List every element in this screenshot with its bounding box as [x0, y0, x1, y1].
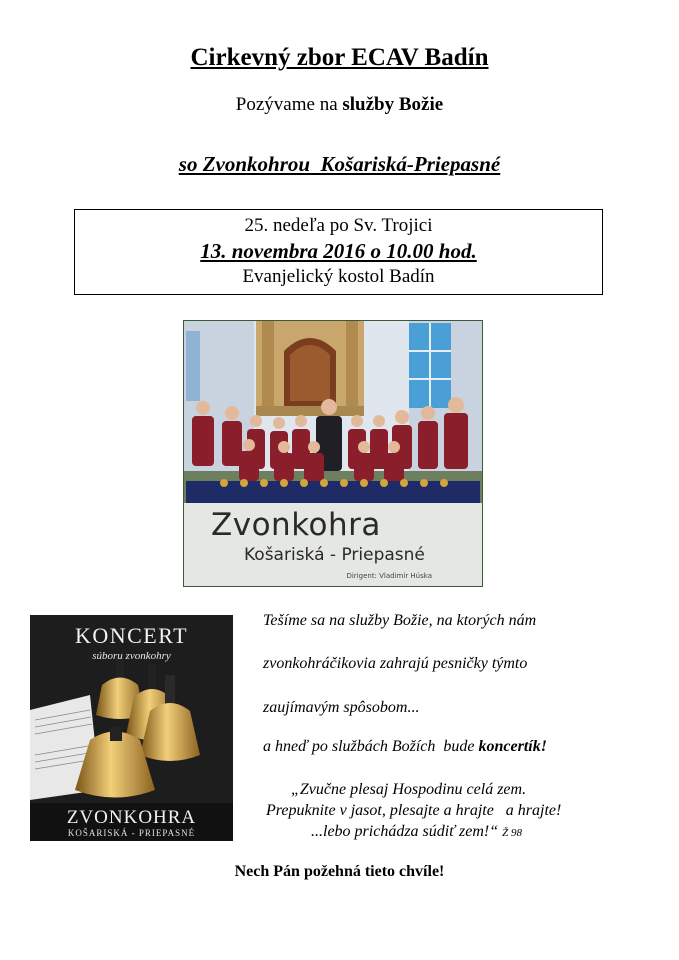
blessing: Nech Pán požehná tieto chvíle!	[234, 863, 445, 880]
body-line-4-prefix: a hneď po službách Božích bude	[263, 738, 479, 755]
body-line-1: Tešíme sa na služby Božie, na ktorých nám	[263, 612, 537, 629]
photo-subtitle: Košariská - Priepasné	[244, 545, 425, 565]
concert-poster	[30, 615, 233, 841]
event-venue: Evanjelický kostol Badín	[242, 266, 435, 287]
poster-heading: KONCERT	[74, 623, 189, 648]
event-info-box	[74, 209, 603, 295]
poster-location: KOŠARISKÁ - PRIEPASNÉ	[67, 828, 196, 838]
quote-line-1: „Zvučne plesaj Hospodinu celá zem.	[291, 781, 527, 798]
invitation-bold: služby Božie	[342, 94, 444, 115]
choir-photo	[183, 320, 483, 587]
page-title: Cirkevný zbor ECAV Badín	[190, 44, 489, 71]
photo-title: Zvonkohra	[211, 507, 381, 543]
event-datetime: 13. novembra 2016 o 10.00 hod.	[200, 239, 477, 263]
quote-reference: Ž 98	[502, 827, 523, 839]
subtitle: so Zvonkohrou Košariská-Priepasné	[178, 152, 501, 176]
invitation-prefix: Pozývame na	[235, 94, 343, 115]
quote-line-3	[311, 823, 522, 841]
quote-line-2: Prepuknite v jasot, plesajte a hrajte a hrajte!	[266, 802, 562, 819]
photo-director: Dirigent: Vladimír Húska	[346, 572, 432, 580]
invitation-line	[0, 94, 679, 116]
body-line-3: zaujímavým spôsobom...	[263, 699, 420, 716]
body-line-4-bold: koncertík!	[478, 738, 547, 755]
body-line-4	[263, 738, 547, 756]
sunday-label: 25. nedeľa po Sv. Trojici	[244, 215, 433, 236]
poster-name: ZVONKOHRA	[66, 807, 197, 828]
body-line-2: zvonkohráčikovia zahrajú pesničky týmto	[263, 655, 528, 672]
poster-subheading: súboru zvonkohry	[92, 650, 171, 662]
quote-text: ...lebo prichádza súdiť zem!“	[311, 823, 499, 840]
